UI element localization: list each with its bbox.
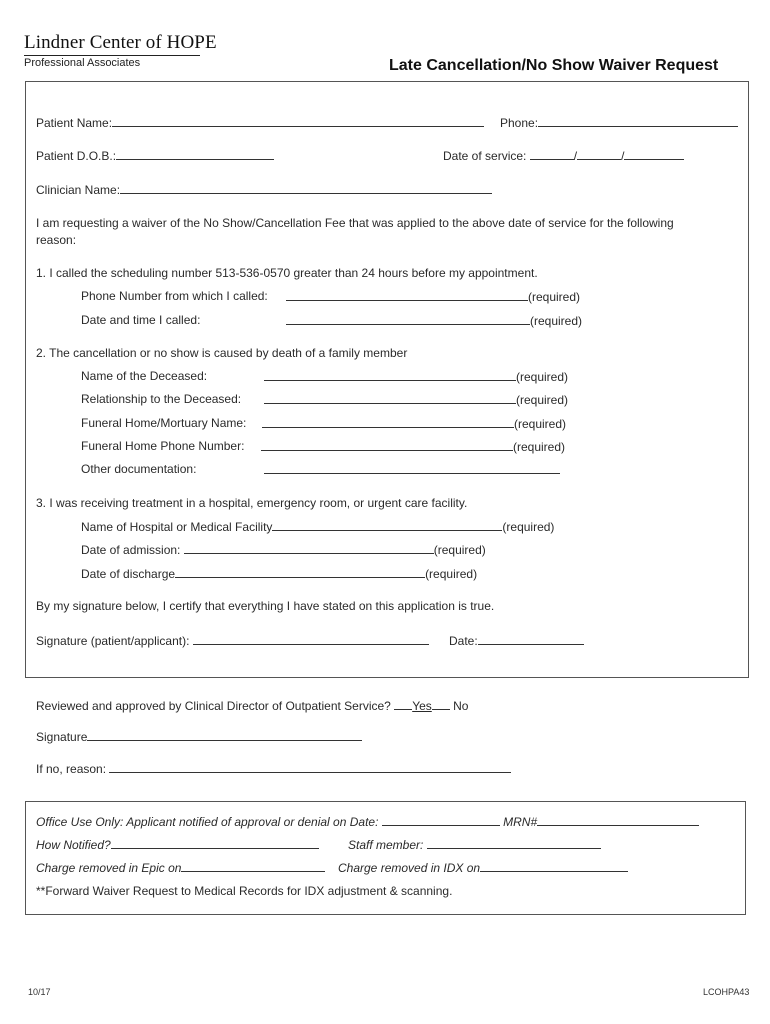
clinician-field[interactable] (120, 182, 492, 194)
applicant-signature-field[interactable] (193, 633, 429, 645)
deceased-name-field[interactable] (264, 369, 516, 381)
clinician-row (36, 182, 492, 197)
dob-row (36, 148, 274, 163)
applicant-date-field[interactable] (478, 633, 584, 645)
service-month-field[interactable] (530, 148, 574, 160)
director-signature-label: Signature (36, 730, 88, 744)
applicant-signature-row (36, 633, 429, 648)
logo-divider (24, 55, 200, 56)
staff-member-field[interactable] (427, 837, 601, 849)
relationship-label: Relationship to the Deceased: (81, 392, 242, 406)
funeral-phone-label: Funeral Home Phone Number: (81, 439, 245, 453)
date-separator: / (621, 149, 625, 163)
how-notified-label: How Notified? (36, 838, 111, 852)
document-title: Late Cancellation/No Show Waiver Request (389, 57, 719, 74)
applicant-date-row (449, 633, 584, 648)
date-time-called-label: Date and time I called: (81, 313, 201, 327)
footer-form-code: LCOHPA43 (703, 987, 750, 997)
required-note: (required) (513, 440, 566, 454)
required-note: (required) (502, 520, 555, 534)
phone-field[interactable] (538, 115, 738, 127)
office-notified-date-field[interactable] (382, 814, 500, 826)
phone-row (500, 115, 738, 130)
approval-row (36, 698, 468, 713)
director-signature-row (36, 729, 362, 744)
phone-from-label: Phone Number from which I called: (81, 289, 268, 303)
approval-question: Reviewed and approved by Clinical Director of Outpatient Service? (36, 699, 391, 713)
discharge-row (81, 566, 477, 581)
deceased-name-label: Name of the Deceased: (81, 369, 208, 383)
reason-2-heading: 2. The cancellation or no show is caused by death of a family member (36, 346, 408, 360)
reason-3-heading: 3. I was receiving treatment in a hospital, emergency room, or urgent care facility. (36, 496, 468, 510)
certification-statement: By my signature below, I certify that everything I have stated on this application is true. (36, 599, 495, 613)
request-intro: I am requesting a waiver of the No Show/Cancellation Fee that was applied to the above date of service for the following (36, 216, 674, 230)
approval-yes-blank[interactable] (394, 698, 412, 710)
approval-no-blank[interactable] (432, 698, 450, 710)
date-time-called-row (286, 313, 582, 328)
admission-field[interactable] (184, 542, 434, 554)
how-notified-field[interactable] (111, 837, 319, 849)
date-of-service-label: Date of service: (443, 149, 527, 163)
applicant-date-label: Date: (449, 634, 478, 648)
funeral-home-label: Funeral Home/Mortuary Name: (81, 416, 247, 430)
deceased-name-row (264, 369, 568, 384)
phone-from-row (286, 289, 580, 304)
required-note: (required) (516, 393, 569, 407)
office-notified-label: Office Use Only: Applicant notified of approval or denial on Date: (36, 815, 379, 829)
idx-label: Charge removed in IDX on (338, 861, 481, 875)
staff-member-row (348, 837, 601, 852)
admission-row (81, 542, 486, 557)
if-no-reason-label: If no, reason: (36, 762, 107, 776)
footer-date-code: 10/17 (28, 987, 51, 997)
approval-yes-option[interactable]: Yes (412, 699, 432, 713)
epic-field[interactable] (181, 860, 325, 872)
logo-subtitle: Professional Associates (24, 57, 141, 69)
applicant-signature-label: Signature (patient/applicant): (36, 634, 190, 648)
if-no-reason-field[interactable] (109, 761, 511, 773)
other-doc-row (264, 462, 560, 477)
date-of-service-row (443, 148, 684, 163)
dob-label: Patient D.O.B.: (36, 149, 117, 163)
service-year-field[interactable] (624, 148, 684, 160)
how-notified-row (36, 837, 319, 852)
phone-label: Phone: (500, 116, 539, 130)
mrn-field[interactable] (537, 814, 699, 826)
service-day-field[interactable] (577, 148, 621, 160)
required-note: (required) (425, 567, 478, 581)
patient-name-label: Patient Name: (36, 116, 113, 130)
if-no-reason-row (36, 761, 511, 776)
date-time-called-field[interactable] (286, 313, 530, 325)
approval-no-option[interactable]: No (453, 699, 469, 713)
epic-label: Charge removed in Epic on (36, 861, 182, 875)
other-doc-field[interactable] (264, 462, 560, 474)
discharge-label: Date of discharge (81, 567, 176, 581)
funeral-home-field[interactable] (262, 416, 514, 428)
funeral-home-row (262, 416, 566, 431)
other-doc-label: Other documentation: (81, 462, 197, 476)
reason-1-heading: 1. I called the scheduling number 513-536-0570 greater than 24 hours before my appointment. (36, 266, 538, 280)
relationship-field[interactable] (264, 392, 516, 404)
dob-field[interactable] (116, 148, 274, 160)
discharge-field[interactable] (175, 566, 425, 578)
required-note: (required) (530, 314, 583, 328)
admission-label: Date of admission: (81, 543, 181, 557)
idx-row (338, 860, 628, 875)
forward-instruction: **Forward Waiver Request to Medical Records for IDX adjustment & scanning. (36, 884, 453, 898)
mrn-label: MRN# (503, 815, 538, 829)
required-note: (required) (528, 290, 581, 304)
staff-member-label: Staff member: (348, 838, 424, 852)
required-note: (required) (516, 370, 569, 384)
logo-name: Lindner Center of HOPE (24, 32, 217, 53)
epic-row (36, 860, 325, 875)
request-intro-cont: reason: (36, 233, 77, 247)
hospital-row (81, 519, 554, 534)
office-notified-row (36, 814, 699, 829)
funeral-phone-row (261, 439, 565, 454)
hospital-label: Name of Hospital or Medical Facility (81, 520, 273, 534)
director-signature-field[interactable] (87, 729, 362, 741)
relationship-row (264, 392, 568, 407)
patient-name-field[interactable] (112, 115, 484, 127)
clinician-label: Clinician Name: (36, 183, 121, 197)
date-separator: / (573, 149, 578, 163)
funeral-phone-field[interactable] (261, 439, 513, 451)
required-note: (required) (433, 543, 486, 557)
idx-field[interactable] (480, 860, 628, 872)
hospital-field[interactable] (272, 519, 502, 531)
required-note: (required) (514, 417, 567, 431)
phone-from-field[interactable] (286, 289, 528, 301)
patient-name-row (36, 115, 484, 130)
